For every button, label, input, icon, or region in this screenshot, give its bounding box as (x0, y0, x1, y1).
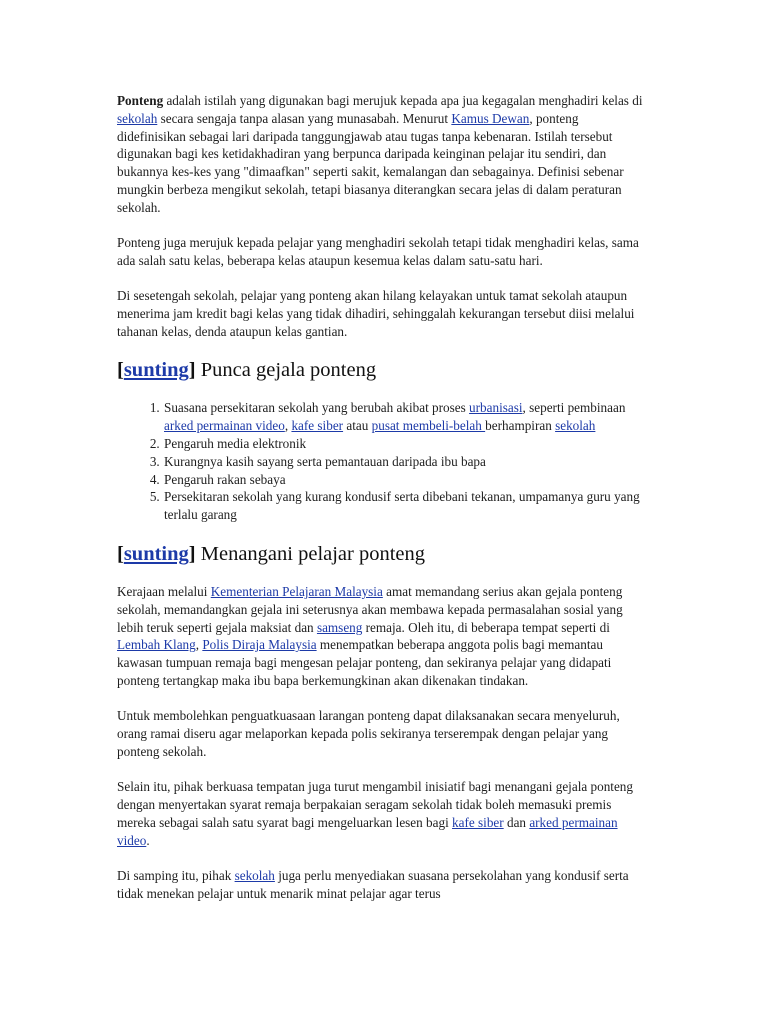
intro-paragraph (117, 92, 647, 217)
paragraph-di-samping (117, 867, 647, 903)
text-span: Suasana persekitaran sekolah yang berubah akibat proses (164, 400, 470, 416)
heading-title: Menangani pelajar ponteng (195, 542, 426, 565)
bracket-close: ] (188, 359, 196, 382)
link-kafe-siber[interactable]: kafe siber (291, 418, 344, 434)
text-span: . (146, 832, 150, 848)
paragraph-2: Ponteng juga merujuk kepada pelajar yang menghadiri sekolah tetapi tidak menghadiri kelas, sama ada salah satu kelas, beberapa kelas ataupun kesemua kelas dalam satu-satu hari. (117, 235, 639, 268)
edit-link-section2[interactable]: sunting (123, 542, 189, 565)
bracket-open: [ (117, 542, 124, 565)
text-span: adalah istilah yang digunakan bagi merujuk kepada apa jua kegagalan menghadiri kelas di (163, 93, 643, 108)
link-arked-permainan-video[interactable]: arked permainan video (164, 418, 285, 434)
link-sekolah[interactable]: sekolah (234, 868, 275, 884)
link-kementerian[interactable]: Kementerian Pelajaran Malaysia (210, 583, 383, 599)
list-item (163, 399, 647, 435)
list-item: 5. Persekitaran sekolah yang kurang kondusif serta dibebani tekanan, umpamanya guru yang terlalu garang (163, 488, 647, 524)
text-span: , (195, 637, 203, 653)
bracket-open: [ (117, 359, 124, 382)
text-span: menempatkan beberapa anggota polis bagi memantau kawasan tumpuan remaja bagi mengesan pelajar ponteng, dan sekiranya pelajar yang didapati ponteng tertangkap maka ibu bapa berkemungkinan akan dikenakan tindakan. (117, 637, 612, 688)
text-span: remaja. Oleh itu, di beberapa tempat seperti di (362, 619, 610, 635)
term-ponteng: Ponteng (117, 93, 164, 108)
text-span: atau (343, 418, 372, 434)
link-kamus-dewan[interactable]: Kamus Dewan (451, 110, 530, 126)
cause-list (117, 399, 647, 524)
link-pusat-membeli-belah[interactable]: pusat membeli-belah (371, 418, 486, 434)
link-kafe-siber[interactable]: kafe siber (452, 814, 504, 830)
text-span: juga perlu menyediakan suasana persekolahan yang kondusif serta tidak menekan pelajar untuk menarik minat pelajar agar terus (117, 868, 629, 901)
link-polis-diraja-malaysia[interactable]: Polis Diraja Malaysia (202, 637, 317, 653)
paragraph-3: Di sesetengah sekolah, pelajar yang ponteng akan hilang kelayakan untuk tamat sekolah ataupun menerima jam kredit bagi kelas yang tidak dihadiri, sehinggalah kekurangan tersebut diisi melalui tahanan kelas, denda ataupun kelas gantian. (117, 288, 635, 339)
paragraph-pihak-berkuasa (117, 778, 647, 849)
bracket-close: ] (188, 542, 196, 565)
link-samseng[interactable]: samseng (316, 619, 363, 635)
link-sekolah[interactable]: sekolah (117, 110, 158, 126)
text-span: , (284, 418, 292, 434)
list-item: 4. Pengaruh rakan sebaya (163, 471, 647, 489)
document-page (117, 92, 647, 920)
list-item: 2. Pengaruh media elektronik (163, 435, 647, 453)
text-span: Di samping itu, pihak (117, 868, 235, 884)
paragraph-kerajaan (117, 583, 647, 690)
text-span: secara sengaja tanpa alasan yang munasabah. Menurut (157, 110, 452, 126)
link-urbanisasi[interactable]: urbanisasi (469, 400, 523, 416)
text-span: dan (503, 814, 530, 830)
link-arked-permainan-video[interactable]: arked permainan video (117, 814, 618, 848)
heading-punca (117, 358, 647, 382)
text-span: , ponteng didefinisikan sebagai lari daripada tanggungjawab atau tugas tanpa kebenaran. Istilah tersebut digunakan bagi kes ketidakhadiran yang berpunca daripada keinginan pelajar itu sendiri, dan bukannya kes-kes yang "dimaafkan" seperti sakit, kemalangan dan sebagainya. Definisi sebenar mungkin berbeza mengikut sekolah, tetapi biasanya diterangkan secara jelas di dalam peraturan sekolah. (117, 110, 624, 215)
paragraph-penguatkuasaan: Untuk membolehkan penguatkuasaan larangan ponteng dapat dilaksanakan secara menyeluruh, orang ramai diseru agar melaporkan kepada polis sekiranya terserempak dengan pelajar yang ponteng sekolah. (117, 708, 620, 759)
edit-link-section1[interactable]: sunting (123, 359, 189, 382)
link-lembah-klang[interactable]: Lembah Klang (117, 637, 196, 653)
text-span: Selain itu, pihak berkuasa tempatan juga turut mengambil inisiatif bagi menangani gejala ponteng dengan menyertakan syarat remaja berpakaian seragam sekolah tidak boleh memasuki premis mereka sebagai salah satu syarat bagi mengeluarkan lesen bagi (117, 779, 633, 830)
list-item: 3. Kurangnya kasih sayang serta pemantauan daripada ibu bapa (163, 453, 647, 471)
heading-menangani (117, 542, 647, 566)
text-span: amat memandang serius akan gejala ponteng sekolah, memandangkan gejala ini seterusnya akan membawa kepada permasalahan sosial yang lebih teruk seperti gejala maksiat dan (117, 583, 623, 635)
text-span: Kerajaan melalui (117, 583, 211, 599)
text-span: , seperti pembinaan (522, 400, 626, 416)
heading-title: Punca gejala ponteng (195, 359, 377, 382)
text-span: berhampiran (485, 418, 556, 434)
link-sekolah[interactable]: sekolah (555, 418, 596, 434)
